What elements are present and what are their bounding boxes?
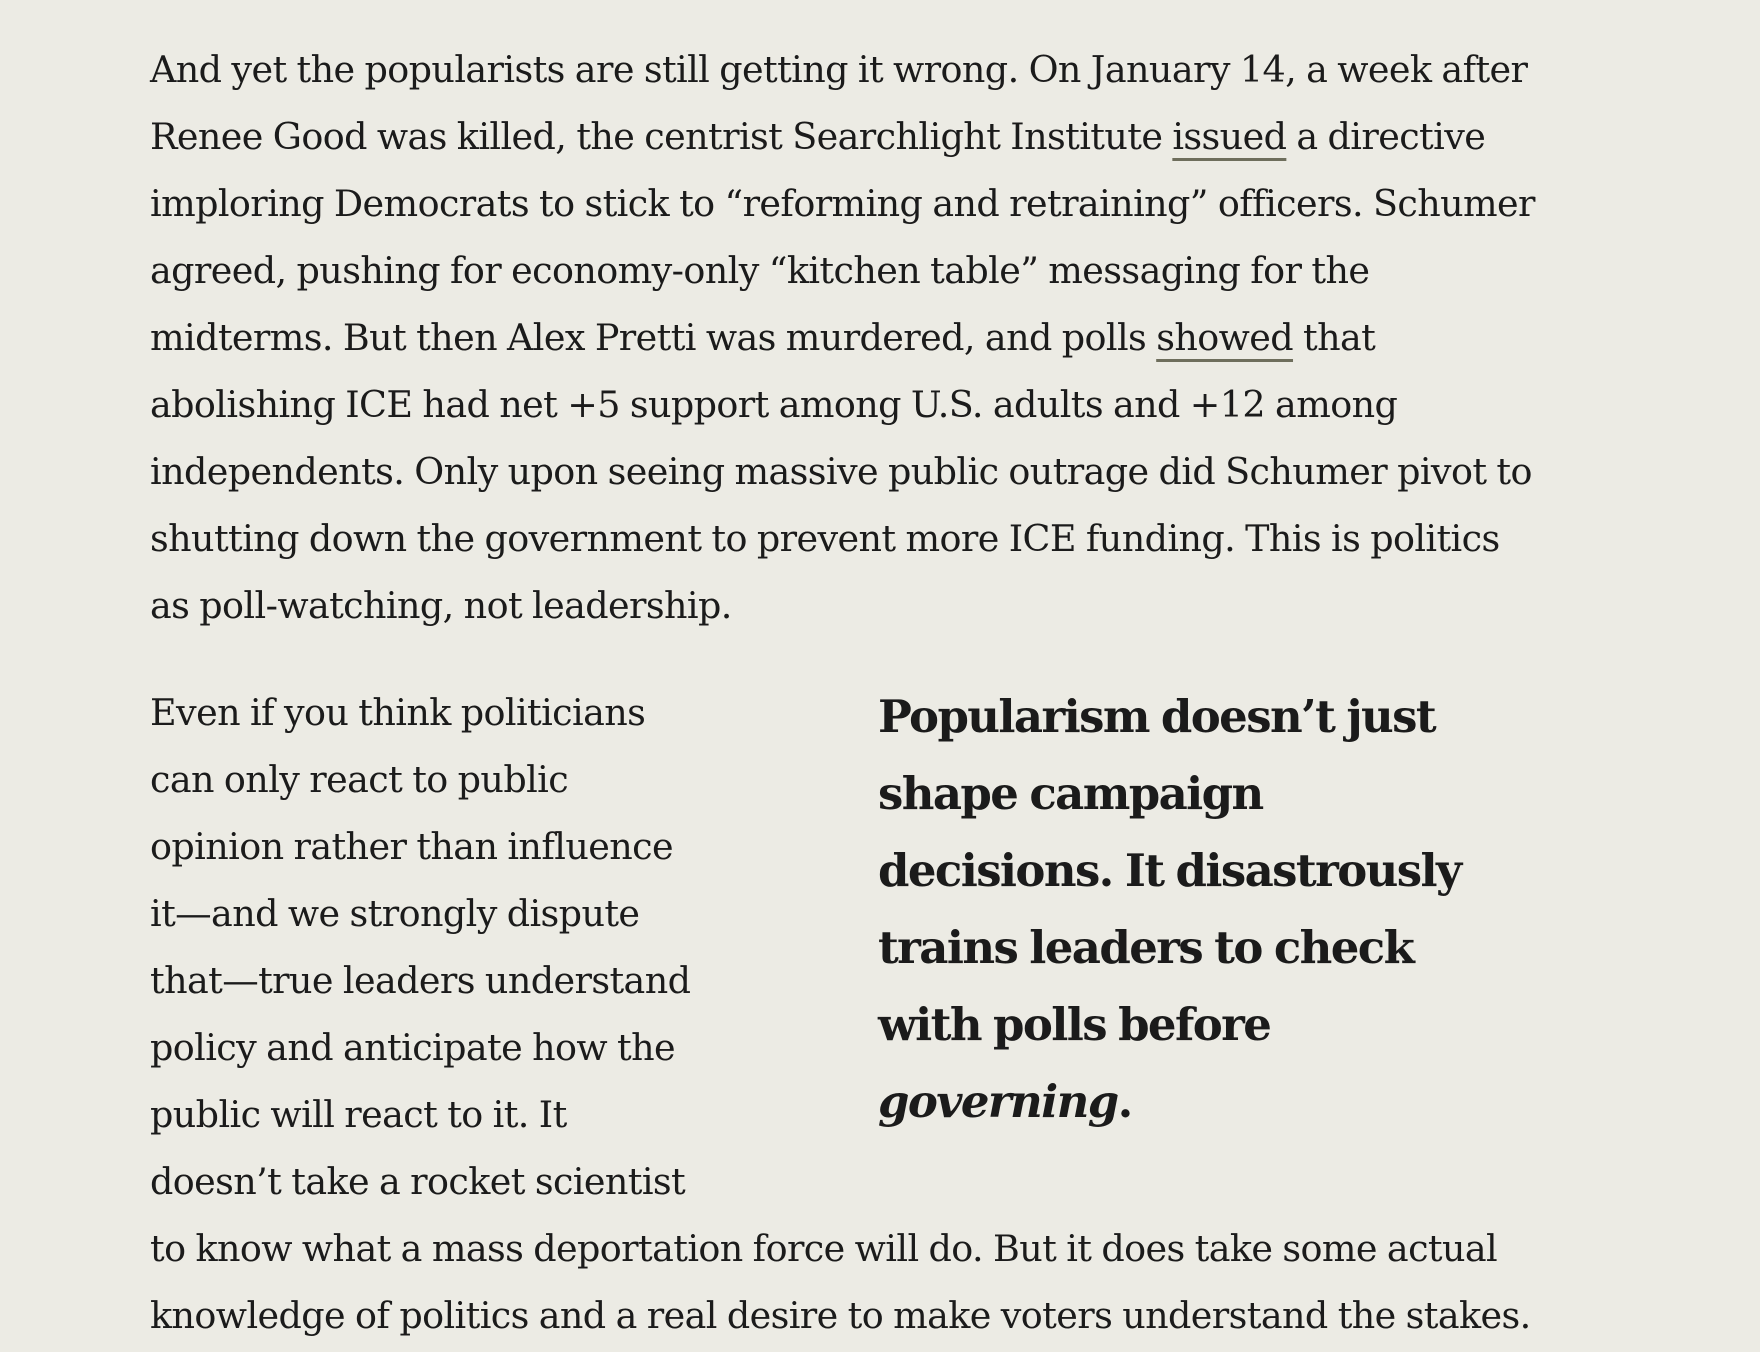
text-line: it—and we strongly dispute [150,892,640,935]
text-line: public will react to it. It [150,1093,567,1136]
text-line [150,304,1560,371]
text-line: that—true leaders understand [150,959,691,1002]
issued-link[interactable]: issued [1172,115,1287,158]
text-line: agreed, pushing for economy-only “kitchen table” messaging for the [150,249,1370,292]
article-body [150,36,1560,1349]
pull-quote-line: trains leaders to check [878,921,1414,974]
text-span: midterms. But then Alex Pretti was murdered, and polls [150,316,1157,359]
text-line: shutting down the government to prevent more ICE funding. This is politics [150,517,1500,560]
pull-quote-line [878,1063,1518,1140]
pull-quote-line: shape campaign [878,767,1263,820]
text-line: policy and anticipate how the [150,1026,676,1069]
text-line: knowledge of politics and a real desire to make voters understand the stakes. [150,1294,1531,1337]
text-line: independents. Only upon seeing massive public outrage did Schumer pivot to [150,450,1532,493]
text-span: a directive [1286,115,1486,158]
text-line: opinion rather than influence [150,825,673,868]
text-line: And yet the popularists are still getting it wrong. On January 14, a week after [150,48,1528,91]
text-line: imploring Democrats to stick to “reforming and retraining” officers. Schumer [150,182,1535,225]
pull-quote-line: with polls before [878,998,1271,1051]
text-line [150,103,1560,170]
showed-link[interactable]: showed [1156,316,1294,359]
text-line: doesn’t take a rocket scientist [150,1160,686,1203]
text-line: as poll-watching, not leadership. [150,584,732,627]
text-line: can only react to public [150,758,569,801]
text-line: abolishing ICE had net +5 support among U.S. adults and +12 among [150,383,1398,426]
text-span: that [1293,316,1376,359]
pull-quote [878,678,1518,1140]
paragraph-1 [150,36,1560,639]
text-line: Even if you think politicians [150,691,646,734]
pull-quote-period: . [1117,1075,1132,1128]
pull-quote-emphasis: governing [878,1075,1118,1128]
pull-quote-line: decisions. It disastrously [878,844,1461,897]
text-line: to know what a mass deportation force will do. But it does take some actual [150,1227,1498,1270]
paragraph-gap [150,639,1560,679]
text-span: Renee Good was killed, the centrist Searchlight Institute [150,115,1173,158]
pull-quote-line: Popularism doesn’t just [878,690,1436,743]
